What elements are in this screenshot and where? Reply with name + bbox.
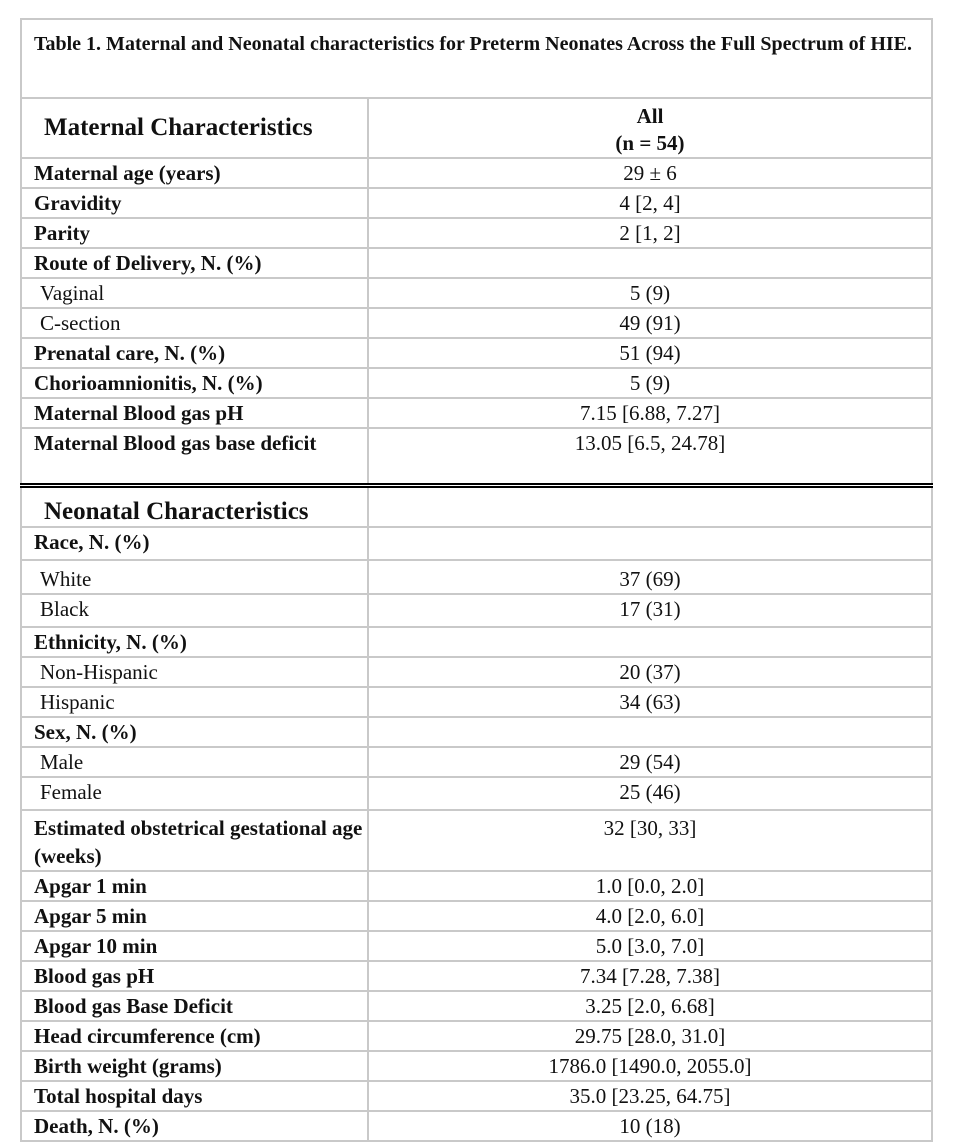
row-label: Maternal age (years) bbox=[21, 158, 368, 188]
row-label: Route of Delivery, N. (%) bbox=[21, 248, 368, 278]
row-value: 51 (94) bbox=[368, 338, 932, 368]
row-label: Vaginal bbox=[21, 278, 368, 308]
table-row bbox=[21, 627, 932, 657]
characteristics-table bbox=[20, 18, 933, 1142]
row-value: 35.0 [23.25, 64.75] bbox=[368, 1081, 932, 1111]
row-value: 4.0 [2.0, 6.0] bbox=[368, 901, 932, 931]
row-label: Female bbox=[21, 777, 368, 810]
row-value: 29 (54) bbox=[368, 747, 932, 777]
row-label: Race, N. (%) bbox=[21, 527, 368, 560]
row-label: Blood gas Base Deficit bbox=[21, 991, 368, 1021]
row-label: Blood gas pH bbox=[21, 961, 368, 991]
row-value bbox=[368, 627, 932, 657]
table-row bbox=[21, 687, 932, 717]
table-row bbox=[21, 218, 932, 248]
table-row bbox=[21, 1081, 932, 1111]
row-value: 5.0 [3.0, 7.0] bbox=[368, 931, 932, 961]
row-value: 5 (9) bbox=[368, 368, 932, 398]
row-label: Sex, N. (%) bbox=[21, 717, 368, 747]
row-value bbox=[368, 717, 932, 747]
row-label: Gravidity bbox=[21, 188, 368, 218]
table-row bbox=[21, 747, 932, 777]
table-row bbox=[21, 717, 932, 747]
row-value: 20 (37) bbox=[368, 657, 932, 687]
table-row bbox=[21, 594, 932, 627]
row-label: Estimated obstetrical gestational age (weeks) bbox=[21, 810, 368, 871]
row-label: Non-Hispanic bbox=[21, 657, 368, 687]
table-row bbox=[21, 810, 932, 871]
table-row bbox=[21, 188, 932, 218]
table-row bbox=[21, 338, 932, 368]
table-row bbox=[21, 278, 932, 308]
row-value: 25 (46) bbox=[368, 777, 932, 810]
row-label: Prenatal care, N. (%) bbox=[21, 338, 368, 368]
column-header bbox=[368, 98, 932, 158]
row-value: 32 [30, 33] bbox=[368, 810, 932, 871]
row-value: 37 (69) bbox=[368, 560, 932, 594]
neonatal-header-row bbox=[21, 485, 932, 527]
row-value: 3.25 [2.0, 6.68] bbox=[368, 991, 932, 1021]
table-row bbox=[21, 428, 932, 485]
row-value: 34 (63) bbox=[368, 687, 932, 717]
row-value bbox=[368, 248, 932, 278]
row-label: Head circumference (cm) bbox=[21, 1021, 368, 1051]
row-label: Apgar 1 min bbox=[21, 871, 368, 901]
table-row bbox=[21, 560, 932, 594]
table-row bbox=[21, 961, 932, 991]
row-value: 7.15 [6.88, 7.27] bbox=[368, 398, 932, 428]
table-row bbox=[21, 871, 932, 901]
row-label: Total hospital days bbox=[21, 1081, 368, 1111]
row-value: 5 (9) bbox=[368, 278, 932, 308]
table-row bbox=[21, 1021, 932, 1051]
row-label: Death, N. (%) bbox=[21, 1111, 368, 1141]
row-value: 17 (31) bbox=[368, 594, 932, 627]
table-row bbox=[21, 901, 932, 931]
row-label: Apgar 5 min bbox=[21, 901, 368, 931]
table-row bbox=[21, 991, 932, 1021]
table-row bbox=[21, 527, 932, 560]
row-value: 4 [2, 4] bbox=[368, 188, 932, 218]
row-value: 29.75 [28.0, 31.0] bbox=[368, 1021, 932, 1051]
row-label: Black bbox=[21, 594, 368, 627]
table-title: Table 1. Maternal and Neonatal characteristics for Preterm Neonates Across the Full Spectrum of HIE. bbox=[20, 18, 933, 97]
row-label: White bbox=[21, 560, 368, 594]
row-label: Hispanic bbox=[21, 687, 368, 717]
row-label: Maternal Blood gas base deficit bbox=[21, 428, 368, 485]
table-row bbox=[21, 777, 932, 810]
row-label: Maternal Blood gas pH bbox=[21, 398, 368, 428]
row-value: 1.0 [0.0, 2.0] bbox=[368, 871, 932, 901]
table-row bbox=[21, 657, 932, 687]
row-value: 49 (91) bbox=[368, 308, 932, 338]
row-label: Parity bbox=[21, 218, 368, 248]
row-label: Chorioamnionitis, N. (%) bbox=[21, 368, 368, 398]
row-value: 13.05 [6.5, 24.78] bbox=[368, 428, 932, 485]
row-label: Birth weight (grams) bbox=[21, 1051, 368, 1081]
table-row bbox=[21, 398, 932, 428]
maternal-header-row bbox=[21, 98, 932, 158]
row-value bbox=[368, 527, 932, 560]
row-label: Male bbox=[21, 747, 368, 777]
row-label: Apgar 10 min bbox=[21, 931, 368, 961]
row-value: 10 (18) bbox=[368, 1111, 932, 1141]
table-row bbox=[21, 308, 932, 338]
column-header-n: (n = 54) bbox=[615, 131, 685, 155]
table-row bbox=[21, 931, 932, 961]
table-row bbox=[21, 368, 932, 398]
neonatal-heading: Neonatal Characteristics bbox=[21, 485, 368, 527]
row-value: 1786.0 [1490.0, 2055.0] bbox=[368, 1051, 932, 1081]
data-table bbox=[20, 97, 933, 1142]
maternal-heading: Maternal Characteristics bbox=[21, 98, 368, 158]
table-row bbox=[21, 158, 932, 188]
row-label: Ethnicity, N. (%) bbox=[21, 627, 368, 657]
table-row bbox=[21, 1051, 932, 1081]
row-value: 2 [1, 2] bbox=[368, 218, 932, 248]
row-label: C-section bbox=[21, 308, 368, 338]
row-value: 29 ± 6 bbox=[368, 158, 932, 188]
table-row bbox=[21, 248, 932, 278]
column-header-all: All bbox=[636, 104, 664, 128]
row-value: 7.34 [7.28, 7.38] bbox=[368, 961, 932, 991]
table-row bbox=[21, 1111, 932, 1141]
